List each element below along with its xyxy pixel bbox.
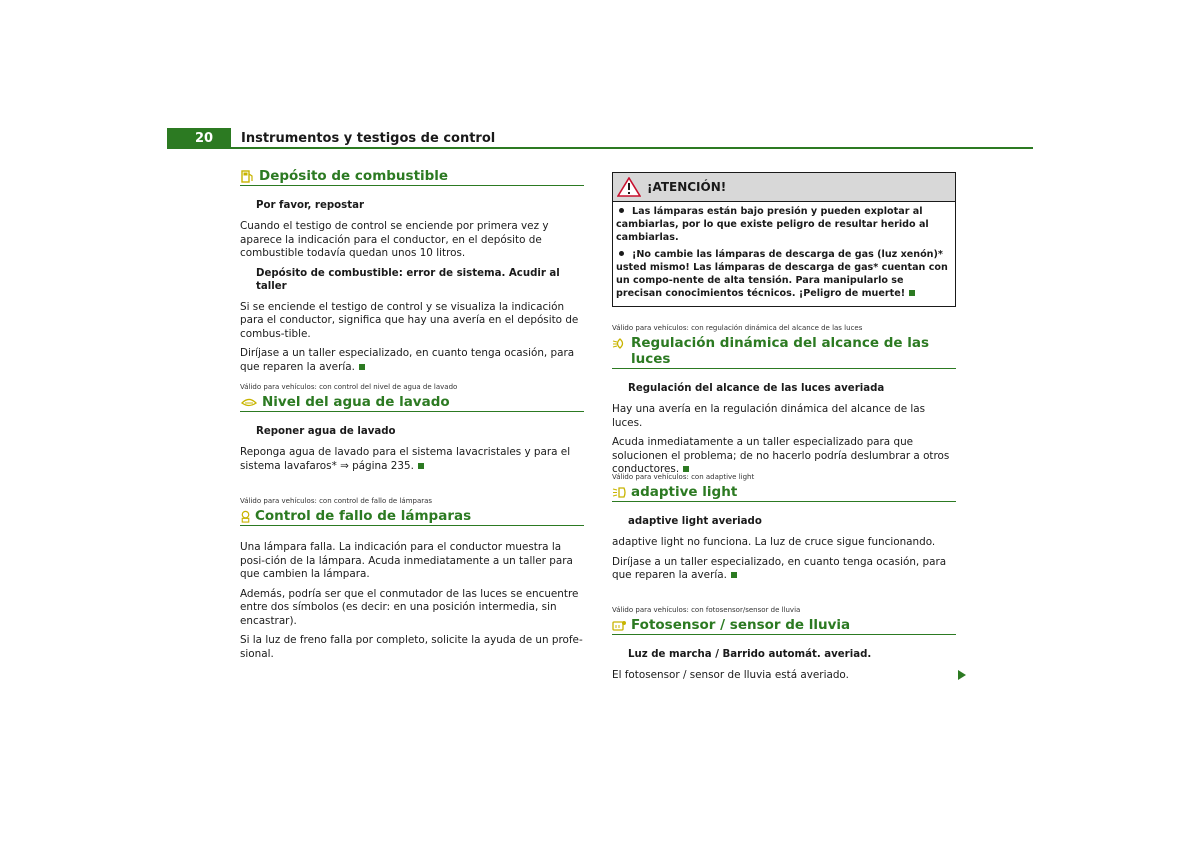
section-title: Control de fallo de lámparas: [255, 508, 472, 524]
warning-item: [616, 248, 952, 301]
paragraph-text: Diríjase a un taller especializado, en cuanto tenga ocasión, para que reparen la avería.: [612, 555, 947, 581]
page-number: 20: [167, 128, 231, 149]
paragraph-text: Diríjase a un taller especializado, en cuanto tenga ocasión, para que reparen la avería.: [240, 347, 575, 373]
validity-note: Válido para vehículos: con control del nivel de agua de lavado: [240, 383, 458, 391]
section-washer-fluid: [240, 383, 584, 479]
section-title: Depósito de combustible: [259, 168, 449, 184]
header-rule: [231, 147, 1033, 149]
lamp-failure-icon: [240, 510, 251, 523]
paragraph: [612, 556, 956, 583]
washer-fluid-icon: [240, 396, 258, 409]
section-heading: [240, 394, 584, 412]
section-dynamic-headlight-range: [612, 324, 956, 483]
bullet-icon: [619, 251, 624, 256]
warning-body: [613, 202, 955, 306]
subheading: Por favor, repostar: [256, 200, 364, 211]
subheading: Luz de marcha / Barrido automát. averiad.: [628, 649, 872, 660]
section-heading: [612, 617, 956, 635]
section-light-rain-sensor: [612, 606, 956, 689]
end-marker: [909, 290, 915, 296]
paragraph: Si la luz de freno falla por completo, solicite la ayuda de un profe-sional.: [240, 634, 583, 660]
warning-title: ¡ATENCIÓN!: [647, 180, 727, 194]
section-heading: [612, 484, 956, 502]
section-title: Fotosensor / sensor de lluvia: [631, 617, 851, 633]
section-heading: [612, 335, 956, 369]
subheading: Regulación del alcance de las luces averiada: [628, 383, 885, 394]
subheading: Reponer agua de lavado: [256, 426, 396, 437]
end-marker: [731, 572, 737, 578]
validity-note: Válido para vehículos: con fotosensor/sensor de lluvia: [612, 606, 801, 614]
warning-text: Las lámparas están bajo presión y pueden explotar al cambiarlas, por lo que existe peligro de resultar herido al cambiarlas.: [616, 206, 929, 244]
headlight-range-icon: [612, 337, 627, 350]
warning-box: [612, 172, 956, 307]
paragraph: El fotosensor / sensor de lluvia está averiado.: [612, 669, 849, 681]
section-title: Nivel del agua de lavado: [262, 394, 450, 410]
next-page-arrow-icon: [958, 670, 966, 680]
section-heading: [240, 508, 584, 526]
warning-item: [616, 205, 952, 245]
section-heading: [240, 168, 584, 186]
warning-header: [613, 173, 955, 202]
subheading: adaptive light averiado: [628, 516, 762, 527]
fuel-pump-icon: [240, 170, 255, 183]
warning-triangle-icon: [617, 177, 641, 197]
paragraph: [612, 436, 956, 477]
end-marker: [683, 466, 689, 472]
subheading: Depósito de combustible: error de sistema. Acudir al taller: [256, 267, 560, 292]
validity-note: Válido para vehículos: con regulación dinámica del alcance de las luces: [612, 324, 863, 332]
section-title: Regulación dinámica del alcance de las luces: [631, 335, 930, 367]
validity-note: Válido para vehículos: con adaptive light: [612, 473, 755, 481]
page-title: Instrumentos y testigos de control: [241, 131, 496, 146]
section-adaptive-light: [612, 473, 956, 589]
paragraph: Una lámpara falla. La indicación para el conductor muestra la posi-ción de la lámpara. Acuda inmediatamente a un taller para que cambien la lámpara.: [240, 541, 573, 580]
validity-note: Válido para vehículos: con control de fallo de lámparas: [240, 497, 433, 505]
paragraph: [240, 446, 584, 473]
end-marker: [418, 463, 424, 469]
paragraph-text: Acuda inmediatamente a un taller especializado para que solucionen el problema; de no hacerlo podría deslumbrar a otros conductores.: [612, 436, 950, 475]
paragraph: Hay una avería en la regulación dinámica del alcance de las luces.: [612, 403, 926, 429]
light-rain-sensor-icon: [612, 619, 627, 632]
paragraph: adaptive light no funciona. La luz de cruce sigue funcionando.: [612, 536, 936, 548]
section-lamp-failure: [240, 497, 584, 667]
paragraph-text: Reponga agua de lavado para el sistema lavacristales y para el sistema lavafaros* ⇒ página 235.: [240, 446, 571, 472]
paragraph: Si se enciende el testigo de control y se visualiza la indicación para el conductor, significa que hay una avería en el depósito de combus-tible.: [240, 300, 579, 340]
paragraph: Además, podría ser que el conmutador de las luces se encuentre entre dos símbolos (es decir: en una posición intermedia, sin encastrar).: [240, 587, 579, 627]
paragraph: Cuando el testigo de control se enciende por primera vez y aparece la indicación para el conductor, en el depósito de combustible todavía quedan unos 10 litros.: [240, 220, 549, 259]
section-fuel-tank: [240, 168, 584, 380]
adaptive-light-icon: [612, 486, 627, 499]
section-title: adaptive light: [631, 484, 738, 500]
end-marker: [359, 364, 365, 370]
bullet-icon: [619, 208, 624, 213]
warning-text: ¡No cambie las lámparas de descarga de gas (luz xenón)* usted mismo! Las lámparas de descarga de gas* cuentan con un compo-nente de alta tensión. Para manipularlo se precisan conocimientos técnicos. ¡Peligro de muerte!: [616, 248, 948, 300]
paragraph: [240, 347, 584, 374]
